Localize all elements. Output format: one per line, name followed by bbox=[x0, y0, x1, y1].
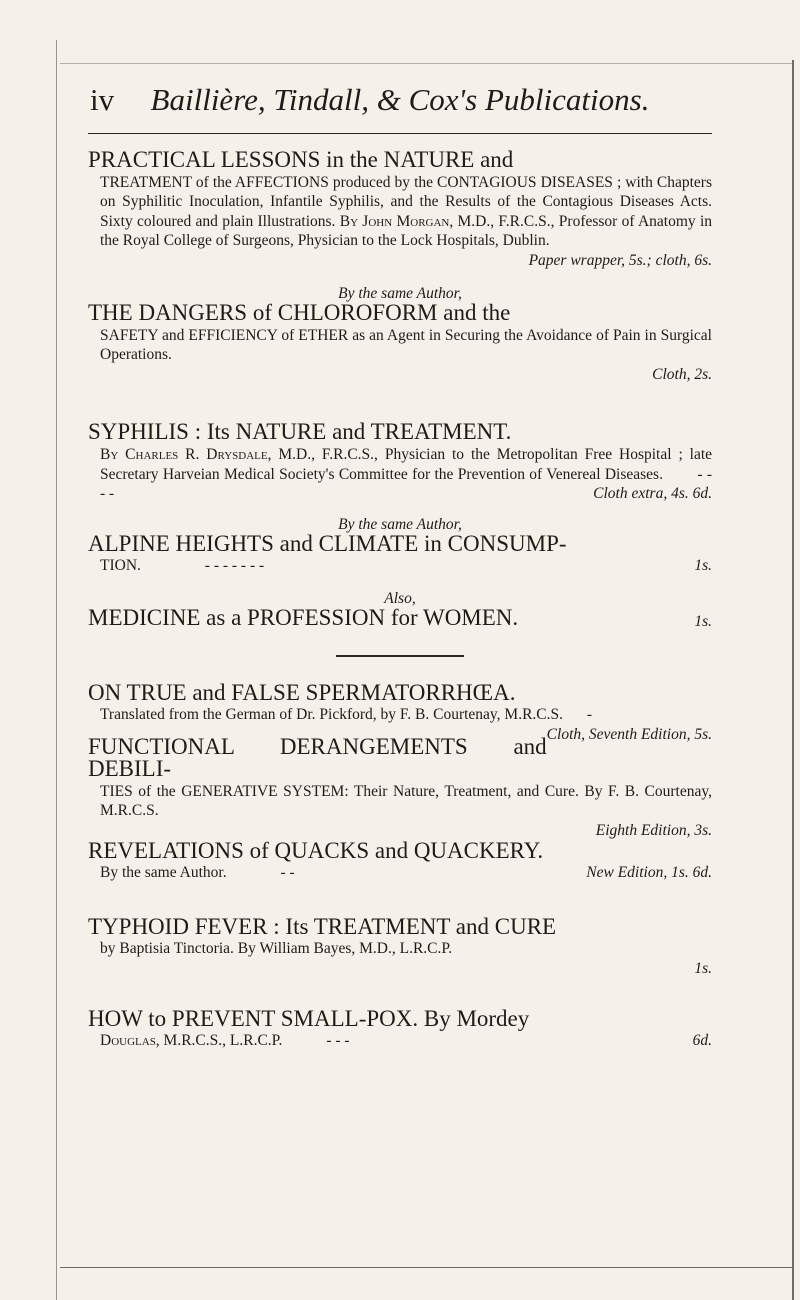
entry-price: 6d. bbox=[692, 1032, 712, 1050]
catalogue-entry bbox=[88, 604, 712, 631]
entry-price: Paper wrapper, 5s.; cloth, 6s. bbox=[528, 251, 712, 269]
entry-body bbox=[88, 173, 713, 269]
page-header bbox=[88, 82, 712, 126]
entry-title: REVELATIONS of QUACKS and QUACKERY. bbox=[88, 837, 544, 863]
by-same-author-note: By the same Author, bbox=[338, 284, 462, 302]
entry-description: SAFETY and EFFICIENCY of ETHER as an Agent in Securing the Avoidance of Pain in Surgical Operations. bbox=[100, 326, 712, 364]
catalogue-entry bbox=[88, 679, 712, 743]
entry-body bbox=[88, 1031, 712, 1051]
entry-description: by Baptisia Tinctoria. By William Bayes, M.D., L.R.C.P. bbox=[100, 940, 453, 958]
entry-title: SYPHILIS : Its NATURE and TREATMENT. bbox=[88, 419, 512, 445]
catalogue-entry bbox=[88, 913, 712, 979]
catalogue-entry bbox=[88, 837, 712, 883]
entry-price: Cloth, 2s. bbox=[652, 365, 712, 383]
entry-description: By the same Author. bbox=[100, 864, 227, 882]
section-divider bbox=[336, 655, 464, 657]
entry-title: MEDICINE as a PROFESSION for WOMEN. bbox=[88, 604, 519, 630]
entry-title: PRACTICAL LESSONS in the NATURE and bbox=[88, 147, 514, 172]
entry-title: HOW to PREVENT SMALL-POX. By Mordey bbox=[88, 1005, 530, 1031]
entry-price: Cloth extra, 4s. 6d. bbox=[593, 485, 712, 503]
entry-price: 1s. bbox=[694, 557, 712, 575]
entry-price: 1s. bbox=[694, 612, 712, 630]
entry-title: ALPINE HEIGHTS and CLIMATE in CONSUMP- bbox=[88, 530, 567, 556]
also-note: Also, bbox=[384, 589, 416, 607]
entry-author: Douglas, M.R.C.S., L.R.C.P. bbox=[100, 1032, 283, 1050]
page-edge-left bbox=[56, 40, 57, 1300]
entry-title: FUNCTIONAL DERANGEMENTS and DEBILI- bbox=[88, 733, 547, 782]
catalogue-entry bbox=[88, 299, 712, 384]
entry-title: THE DANGERS of CHLOROFORM and the bbox=[88, 299, 511, 325]
entry-description: TIES of the GENERATIVE SYSTEM: Their Nature, Treatment, and Cure. By F. B. Courtenay, M.R.C.S. bbox=[100, 782, 712, 820]
leader-dots: - - bbox=[280, 864, 295, 882]
header-rule bbox=[88, 133, 712, 134]
entry-price: Eighth Edition, 3s. bbox=[595, 822, 712, 840]
leader-dots: - - - - - - - bbox=[204, 557, 265, 575]
entry-title: TYPHOID FEVER : Its TREATMENT and CURE bbox=[88, 913, 557, 939]
entry-price: 1s. bbox=[694, 960, 712, 978]
entry-author-details: Professor of Anatomy in the Royal College of Surgeons, Physician to the Lock Hospitals, Dublin. bbox=[100, 212, 713, 250]
entry-body bbox=[88, 939, 712, 978]
entry-description: Translated from the German of Dr. Pickford, by F. B. Courtenay, M.R.C.S. bbox=[100, 706, 564, 724]
entry-body bbox=[88, 445, 712, 504]
entry-description: Physician to the Metropolitan Free Hospital ; late Secretary Harveian Medical Society's Committee for the Prevention of Venereal Diseases. bbox=[100, 445, 713, 483]
entry-author: By Charles R. Drysdale, M.D., F.R.C.S., bbox=[100, 445, 378, 463]
page-edge-top bbox=[60, 63, 792, 64]
entry-title: ON TRUE and FALSE SPERMATORRHŒA. bbox=[88, 679, 516, 705]
catalogue-entry bbox=[88, 530, 712, 576]
entry-description: TREATMENT of the AFFECTIONS produced by the CONTAGIOUS DISEASES ; with Chapters on Syphilitic Inoculation, Infantile Syphilis, and the Results of the Contagious Diseases Acts. Sixty coloured and plain Illustrations. bbox=[100, 173, 712, 230]
leader-dots: - - - - bbox=[100, 465, 713, 503]
by-same-author-note: By the same Author, bbox=[338, 515, 462, 533]
page-bottom-rule bbox=[60, 1267, 792, 1268]
entry-price: New Edition, 1s. 6d. bbox=[586, 864, 712, 882]
page-number: iv bbox=[90, 82, 115, 117]
catalogue-entry bbox=[88, 1005, 712, 1051]
leader-dash: - bbox=[586, 706, 593, 724]
leader-dots: - - - bbox=[326, 1032, 350, 1050]
entry-body bbox=[88, 556, 712, 576]
entry-author: By John Morgan, M.D., F.R.C.S., bbox=[339, 212, 555, 230]
entry-price: Cloth, Seventh Edition, 5s. bbox=[546, 725, 712, 743]
entry-description: TION. bbox=[100, 557, 141, 575]
entry-body bbox=[88, 782, 712, 841]
catalogue-list bbox=[88, 140, 712, 1051]
catalogue-entry bbox=[88, 147, 713, 269]
page-edge-right bbox=[792, 60, 794, 1300]
entry-body bbox=[88, 863, 712, 883]
entry-body bbox=[88, 705, 712, 743]
running-title: Baillière, Tindall, & Cox's Publications. bbox=[150, 82, 650, 117]
entry-body bbox=[88, 326, 712, 385]
catalogue-entry bbox=[88, 419, 713, 503]
